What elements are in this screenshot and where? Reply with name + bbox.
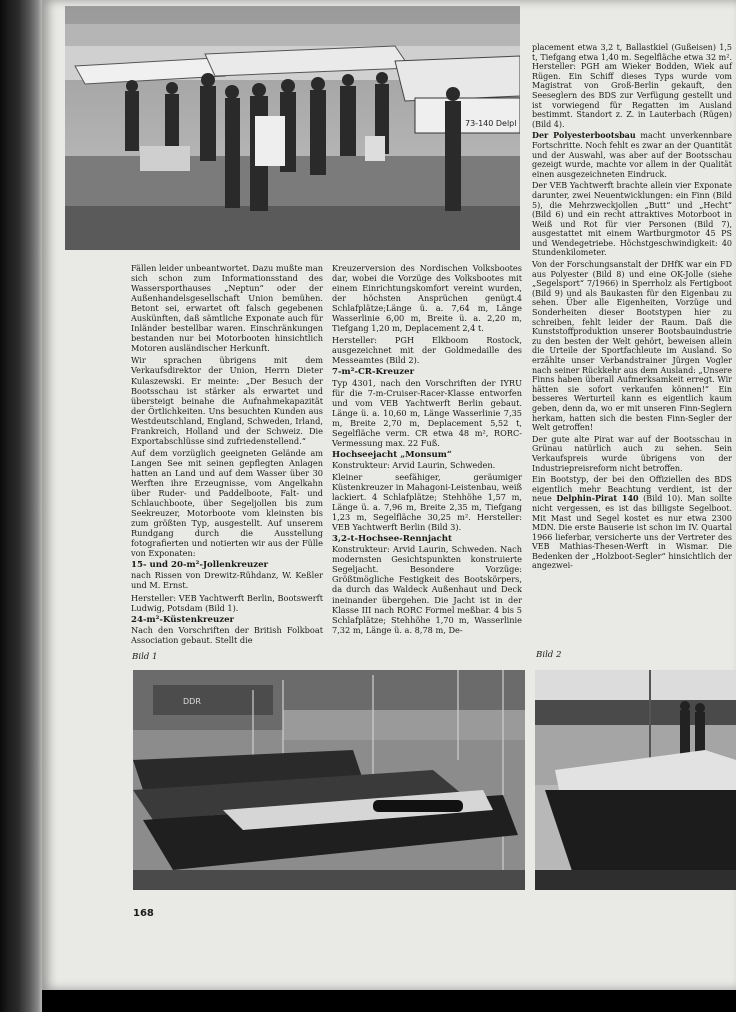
paragraph: Konstrukteur: Arvid Laurin, Schweden. [332, 459, 496, 470]
paragraph-text: Ein Bootstyp, der bei den Offiziellen des BDS eigentlich mehr Beachtung verdient, ist der neue [532, 475, 732, 504]
bold-term: Delphin-Pirat 140 [556, 493, 639, 504]
photo-bild-2-coastal-cruiser [535, 670, 736, 890]
paragraph: Konstrukteur: Arvid Laurin, Schweden. Nach modernsten Gesichtspunkten konstruierte Segeljacht. Besondere Vorzüge: Größtmögliche Festigkeit des Bootskörpers, da durch das Waldeck Außenhaut und Deck ineinander übergehen. Die Jacht ist in der Klasse III nach RORC Formel meßbar. 4 bis 5 Schlafplätze; Stehhöhe 1,70 m, Wasserlinie 7,32 m, Länge ü. a. 8,78 m, De- [332, 544, 522, 635]
book-binding [0, 0, 42, 1012]
text-column-2 [332, 263, 522, 637]
section-heading: 24-m²-Küstenkreuzer [131, 614, 235, 625]
paragraph: placement etwa 3,2 t, Ballastkiel (Gußeisen) 1,5 t, Tiefgang etwa 1,40 m. Segelfläche etwa 32 m². Hersteller: PGH am Wieker Bodden, Wiek auf Rügen. Ein Schiff dieses Typs wurde vom Magistrat von Groß-Berlin gekauft, den Seeseglern des BDS zur Verfügung gestellt und ist vorwiegend für Regatten im Ausland bestimmt. Standort z. Z. in Lauterbach (Rügen) (Bild 4). [532, 43, 732, 129]
paragraph: Hersteller: VEB Yachtwerft Berlin, Bootswerft Ludwig, Potsdam (Bild 1). [131, 592, 323, 613]
paragraph: Kreuzerversion des Nordischen Volksbootes dar, wobei die Vorzüge des Volksbootes mit einem Einrichtungskomfort vereint wurden, der höchsten Ansprüchen genügt.4 Schlafplätze;Länge ü. a. 7,64 m, Länge Wasserlinie 6,00 m, Breite ü. a. 2,20 m, Tiefgang 1,20 m, Deplacement 2,4 t. [332, 263, 522, 334]
boat-hull-number: 73-140 Delpl [465, 119, 517, 128]
text-column-3 [532, 43, 732, 573]
caption-bild-1: Bild 1 [132, 652, 158, 662]
section-heading: 3,2-t-Hochsee-Rennjacht [332, 534, 452, 545]
paragraph-text: (Bild 10). Man sollte nicht vergessen, es ist das billigste Segelboot. Mit Mast und Segel kostet es nur etwa 2300 MDN. Die erste Bauserie ist schon im IV. Quartal 1966 lieferbar, versicherte uns der Vertreter des VEB Mathias-Thesen-Werft in Wismar. Die Bedenken der „Holzboot-Segler“ hinsichtlich der angezwei- [532, 494, 732, 571]
paragraph: Typ 4301, nach den Vorschriften der IYRU für die 7-m-Cruiser-Racer-Klasse entworfen und vom VEB Yachtwerft Berlin gebaut. Länge ü. a. 10,60 m, Länge Wasserlinie 7,35 m, Breite 2,70 m, Deplacement 5,52 t, Segelfläche verm. CR etwa 48 m², RORC-Vermessung max. 22 Fuß. [332, 377, 522, 448]
magazine-page [42, 0, 736, 990]
paragraph: Auf dem vorzüglich geeigneten Gelände am Langen See mit seinen gepflegten Anlagen hatten an Land und auf dem Wasser über 30 Werften ihre Erzeugnisse, vom Angelkahn über Ruder- und Paddelboote, Falt- und Schlauchboote, über Segeljollen bis zum Seekreuzer, Motorboote vom kleinsten bis zum größten Typ, ausgestellt. Auf unserem Rundgang durch die Ausstellung fotografierten und notierten wir aus der Fülle von Exponaten: [131, 447, 323, 559]
photo-boat-show-crowd-image [65, 6, 520, 250]
paragraph-text: macht unverkennbare Fortschritte. Noch fehlt es zwar an der Quantität und der Auswahl, was aber auf der Bootsschau gezeigt wurde, machte vor allem in der Qualität einen ausgezeichneten Eindruck. [532, 131, 732, 179]
paragraph: nach Rissen von Drewitz-Rühdanz, W. Keßler und M. Ernst. [131, 570, 323, 591]
sign-text: DDR [183, 697, 201, 706]
paragraph: Kleiner seefähiger, geräumiger Küstenkreuzer in Mahagoni-Leistenbau, weiß lackiert. 4 Schlafplätze; Stehhöhe 1,57 m, Länge ü. a. 7,96 m, Breite 2,35 m, Tiefgang 1,23 m, Segelfläche 30,25 m². Hersteller: VEB Yachtwerft Berlin (Bild 3). [332, 471, 522, 533]
text-column-1 [131, 263, 323, 647]
photo-bild-2-image [535, 670, 736, 890]
paragraph: Wir sprachen übrigens mit dem Verkaufsdirektor der Union, Herrn Dieter Kulaszewski. Er meinte: „Der Besuch der Bootsschau ist stärker als erwartet und übersteigt beinahe die Aufnahmekapazität der Örtlichkeiten. Uns besuchten Kunden aus Westdeutschland, England, Schweden, Irland, Frankreich, Holland und der Schweiz. Die Exportabschlüsse sind zufriedenstellend.“ [131, 355, 323, 446]
paragraph: Von der Forschungsanstalt der DHfK war ein FD aus Polyester (Bild 8) und eine OK-Jolle (siehe „Segelsport“ 7/1966) in Sperrholz als Fertigboot (Bild 9) und als Baukasten für den Eigenbau zu sehen. Über alle Eigenheiten, Vorzüge und Sonderheiten dieser Bootstypen hier zu schreiben, fehlt leider der Raum. Daß die Kunststoffproduktion unserer Bootsbauindustrie zu den besten der Welt gehört, beweisen allein die Urteile der Sportfachleute im Ausland. So erzählte unser Verbandstrainer Jürgen Vogler nach seiner Rückkehr aus dem Ausland: „Unsere Finns haben überall Aufmerksamkeit erregt. Wir hätten sie sofort verkaufen können!“ Ein besseres Werturteil kann es eigentlich kaum geben, denn da, wo er mit unseren Finn-Seglern herkam, hatten sich die besten Finn-Segler der Welt getroffen! [532, 260, 732, 433]
bold-lead: Der Polyesterbootsbau [532, 130, 636, 141]
page-number: 168 [133, 908, 154, 919]
section-heading: 7-m²-CR-Kreuzer [332, 367, 415, 378]
paragraph [532, 131, 732, 179]
paragraph: Fällen leider unbeantwortet. Dazu mußte man sich schon zum Informationsstand des Wassersporthauses „Neptun“ oder der Außenhandelsgesellschaft Union bemühen. Betont sei, erwartet oft falsch gegebenen Auskünften, daß sämtliche Exponate auch für Inländer bestellbar waren. Einschränkungen bestanden nur bei Motorbooten hinsichtlich Motoren ausländischer Herkunft. [131, 263, 324, 354]
paragraph: Hersteller: PGH Elkboom Rostock, ausgezeichnet mit der Goldmedaille des Messeamtes (Bild 2). [332, 335, 522, 366]
section-heading: Hochseejacht „Monsum“ [332, 449, 452, 460]
photo-bild-1-sailboats [133, 670, 525, 890]
paragraph: Der VEB Yachtwerft brachte allein vier Exponate darunter, zwei Neuentwicklungen: ein Finn (Bild 5), die Mehrzweckjollen „Butt“ und „Hecht“ (Bild 6) und ein recht attraktives Motorboot in Weiß und Rot für vier Personen (Bild 7), ausgestattet mit einem Wartburgmotor 45 PS und Wendegetriebe. Höchstgeschwindigkeit: 40 Stundenkilometer. [532, 181, 732, 258]
photo-bild-1-image [133, 670, 525, 890]
paragraph: Der gute alte Pirat war auf der Bootsschau in Grünau natürlich auch zu sehen. Sein Verkaufspreis wurde übrigens von der Industriepreisreform nicht betroffen. [532, 434, 732, 473]
caption-bild-2: Bild 2 [536, 650, 562, 660]
section-heading: 15- und 20-m²-Jollenkreuzer [131, 560, 269, 571]
paragraph: Nach den Vorschriften der British Folkboat Association gebaut. Stellt die [131, 624, 323, 645]
paragraph [532, 475, 732, 571]
photo-boat-show-crowd [65, 6, 520, 250]
